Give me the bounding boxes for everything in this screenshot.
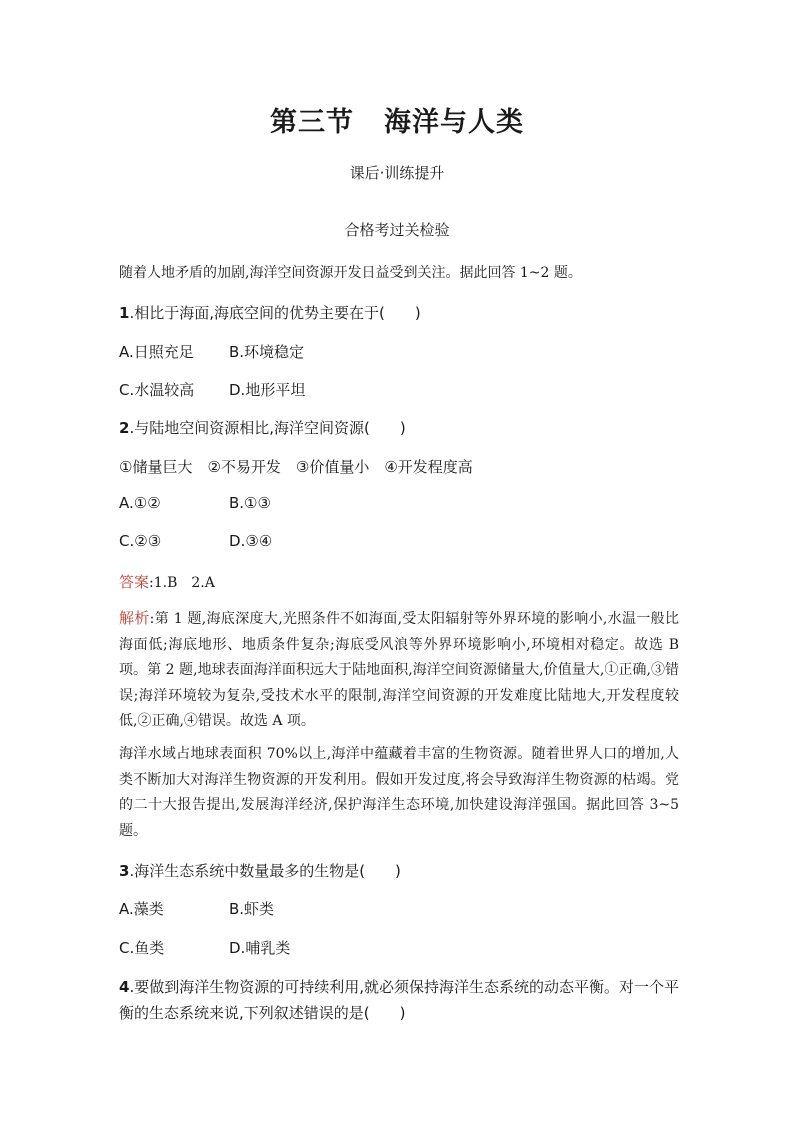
q1-option-d: D.地形平坦 xyxy=(229,381,306,399)
q3-option-d: D.哺乳类 xyxy=(229,939,291,957)
intro-passage-1: 随着人地矛盾的加剧,海洋空间资源开发日益受到关注。据此回答 1~2 题。 xyxy=(119,265,582,281)
question-2-number: 2 xyxy=(119,419,130,437)
question-2-options-row-2 xyxy=(119,532,272,550)
title-section-number: 第三节 xyxy=(270,107,354,138)
question-1-options-row-1 xyxy=(119,341,304,362)
answer-text: :1.B 2.A xyxy=(149,575,215,591)
q1-option-a: A.日照充足 xyxy=(119,343,194,361)
question-1 xyxy=(119,302,421,323)
page-title xyxy=(0,100,794,139)
q2-option-c: C.②③ xyxy=(119,532,162,550)
question-3-number: 3 xyxy=(119,862,130,880)
page-subtitle: 课后·训练提升 xyxy=(349,164,445,182)
question-1-text: .相比于海面,海底空间的优势主要在于( ) xyxy=(129,304,421,322)
q2-option-b: B.①③ xyxy=(229,494,271,512)
question-4-text: .要做到海洋生物资源的可持续利用,就必须保持海洋生态系统的动态平衡。对一个平衡的生态系统来说,下列叙述错误的是( ) xyxy=(119,978,679,1022)
question-2-text: .与陆地空间资源相比,海洋空间资源( ) xyxy=(129,419,406,437)
analysis-text: :第 1 题,海底深度大,光照条件不如海面,受太阳辐射等外界环境的影响小,水温一般比海面低;海底地形、地质条件复杂;海底受风浪等外界环境影响小,环境相对稳定。故选 B 项。第 2 题,地球表面海洋面积远大于陆地面积,海洋空间资源储量大,价值量大,①正确,③错误;海洋环境较为复杂,受技术水平的限制,海洋空间资源的开发难度比陆地大,开发程度较低,②正确,④错误。故选 A 项。 xyxy=(119,611,679,730)
question-1-options-row-2 xyxy=(119,379,305,400)
question-3 xyxy=(119,860,401,881)
question-3-options-row-2 xyxy=(119,937,290,958)
q3-option-c: C.鱼类 xyxy=(119,939,165,957)
q1-option-b: B.环境稳定 xyxy=(229,343,305,361)
q2-option-a: A.①② xyxy=(119,494,161,512)
title-topic: 海洋与人类 xyxy=(384,107,524,138)
q3-option-a: A.藻类 xyxy=(119,900,164,918)
q2-option-d: D.③④ xyxy=(229,532,273,550)
question-2 xyxy=(119,417,406,438)
q3-option-b: B.虾类 xyxy=(229,900,275,918)
analysis-label: 解析 xyxy=(119,609,150,627)
answer-line xyxy=(119,571,215,592)
intro-passage-2: 海洋水域占地球表面积 70%以上,海洋中蕴藏着丰富的生物资源。随着世界人口的增加,人类不断加大对海洋生物资源的开发利用。假如开发过度,将会导致海洋生物资源的枯竭。党的二十大报告提出,发展海洋经济,保护海洋生态环境,加快建设海洋强国。据此回答 3~5 题。 xyxy=(119,746,679,839)
analysis-paragraph xyxy=(119,606,679,735)
section-heading: 合格考过关检验 xyxy=(344,221,450,239)
question-1-number: 1 xyxy=(119,304,130,322)
q1-option-c: C.水温较高 xyxy=(119,381,195,399)
question-4 xyxy=(119,974,679,1026)
question-4-number: 4 xyxy=(119,978,130,996)
question-2-statements: ①储量巨大 ②不易开发 ③价值量小 ④开发程度高 xyxy=(119,458,473,476)
question-2-options-row-1 xyxy=(119,494,271,512)
answer-label: 答案 xyxy=(119,573,150,591)
question-3-text: .海洋生态系统中数量最多的生物是( ) xyxy=(129,862,401,880)
question-3-options-row-1 xyxy=(119,898,274,919)
